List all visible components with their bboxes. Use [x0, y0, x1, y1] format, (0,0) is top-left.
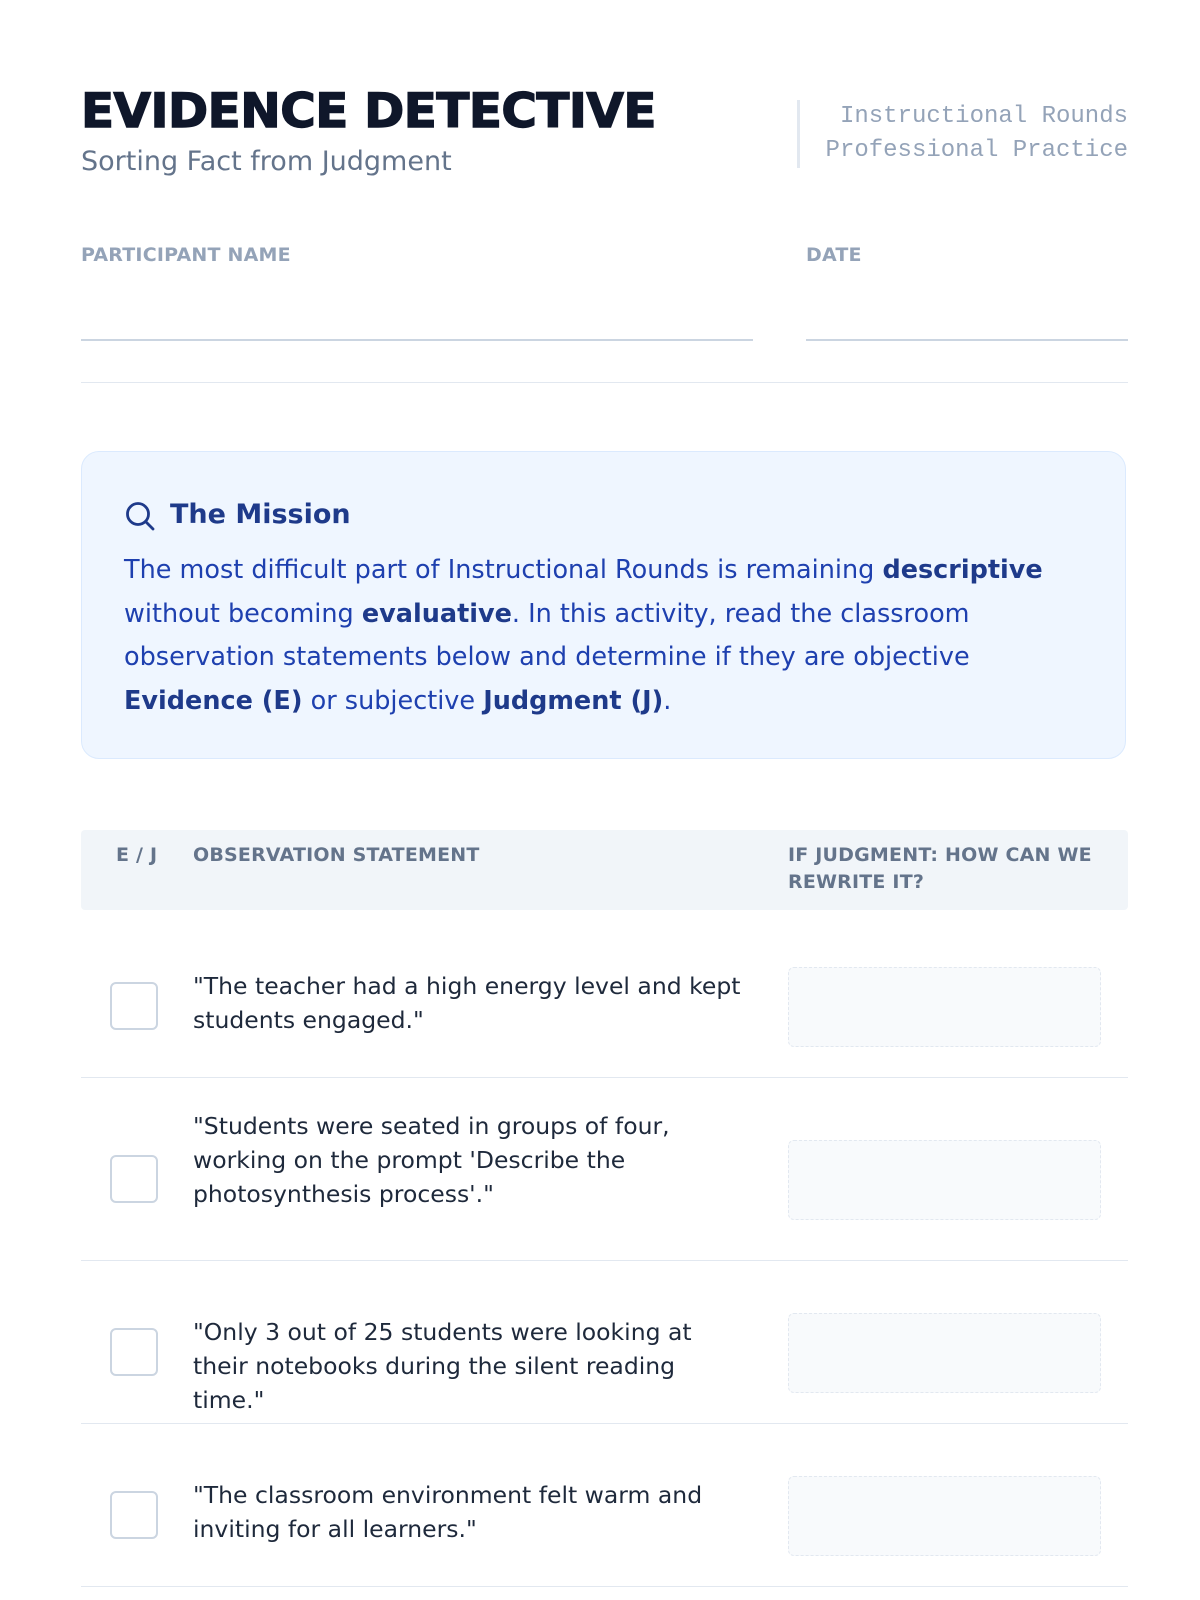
date-field[interactable] — [806, 339, 1128, 341]
keyword-descriptive: descriptive — [882, 555, 1043, 585]
mission-box — [81, 451, 1126, 759]
search-icon — [124, 500, 156, 532]
ej-checkbox[interactable] — [110, 1155, 158, 1203]
ej-checkbox[interactable] — [110, 1491, 158, 1539]
mission-text: The most difficult part of Instructional Rounds is remaining descriptive without becoming evaluative. In this activity, read the classroom observation statements below and determine if they are objective Evidence (E) or subjective Judgment (J). — [124, 555, 1043, 716]
table-header — [81, 830, 1128, 910]
table-row — [81, 1423, 1128, 1587]
observation-statement: "Students were seated in groups of four, working on the prompt 'Describe the photosynthesis process'." — [193, 1112, 670, 1208]
keyword-evidence: Evidence (E) — [124, 685, 303, 716]
rewrite-field[interactable] — [788, 1476, 1101, 1556]
participant-name-field[interactable] — [81, 339, 753, 341]
participant-name-label: PARTICIPANT NAME — [81, 244, 291, 266]
date-label: DATE — [806, 244, 862, 266]
page-subtitle: Sorting Fact from Judgment — [81, 146, 452, 177]
meta-line-1: Instructional Rounds — [839, 103, 1128, 130]
column-header-ej: E / J — [116, 844, 158, 866]
meta-line-2: Professional Practice — [825, 137, 1128, 164]
observation-statement: "The classroom environment felt warm and inviting for all learners." — [193, 1481, 703, 1543]
page-title: EVIDENCE DETECTIVE — [81, 84, 656, 139]
observation-statement: "The teacher had a high energy level and kept students engaged." — [193, 972, 741, 1034]
table-row — [81, 910, 1128, 1078]
column-header-rewrite: IF JUDGMENT: HOW CAN WE REWRITE IT? — [788, 844, 1092, 893]
observation-statement: "Only 3 out of 25 students were looking at their notebooks during the silent reading time." — [193, 1318, 692, 1414]
mission-heading: The Mission — [170, 499, 351, 530]
table-row — [81, 1077, 1128, 1261]
header — [81, 84, 1128, 184]
column-header-statement: OBSERVATION STATEMENT — [193, 844, 480, 866]
divider — [81, 382, 1128, 383]
rewrite-field[interactable] — [788, 967, 1101, 1047]
table-row — [81, 1260, 1128, 1424]
ej-checkbox[interactable] — [110, 1328, 158, 1376]
keyword-judgment: Judgment (J) — [483, 685, 664, 716]
rewrite-field[interactable] — [788, 1140, 1101, 1220]
rewrite-field[interactable] — [788, 1313, 1101, 1393]
ej-checkbox[interactable] — [110, 982, 158, 1030]
keyword-evaluative: evaluative — [361, 598, 512, 629]
header-meta — [797, 100, 1128, 168]
